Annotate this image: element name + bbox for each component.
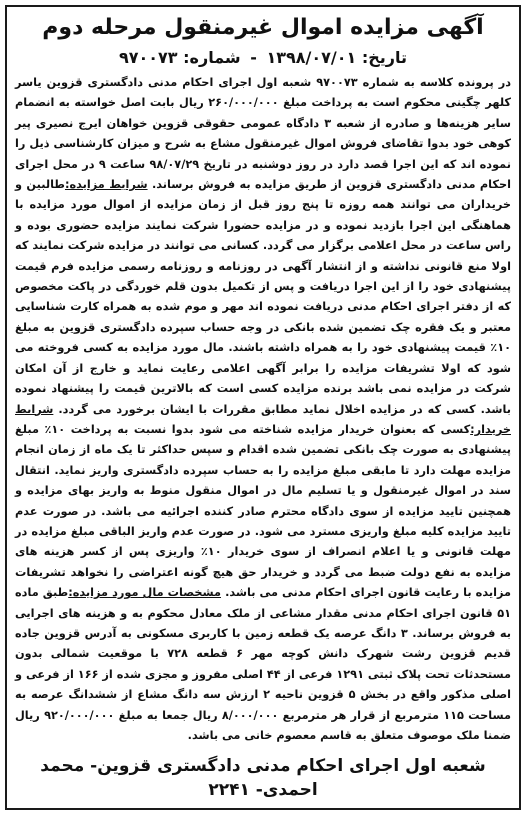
conditions-paragraph: طالبین و خریداران می توانند همه روزه تا پنج روز قبل از زمان مزایده از اموال مورد مزایده با هماهنگی این اجرا بازدید نموده و در مزایده حضورا شرکت نمایند مزایده حضوری بوده و راس ساعت در محل اعلامی برگزار می گردد. کسانی می توانند در مزایده شرکت نمایند که اولا منع قانونی نداشته و از انتشار آگهی در روزنامه و روزنامه رسمی مزایده فرم قیمت پیشنهادی خود را از این اجرا دریافت و پس از تکمیل بدون قلم خوردگی در پاکت مخصوص که از دفتر اجرای احکام مدنی دریافت نموده اند مهر و موم شده به همراه کارت شناسایی معتبر و یک فقره چک تضمین شده بانکی در وجه حساب سپرده دادگستری قزوین به مبلغ ۱۰٪ قیمت پیشنهادی خود را به همراه داشته باشند. مال مورد مزایده به کسی فروخته می شود که اولا تشریفات مزایده را برابر آگهی اعلامی رعایت نماید و خارج از آن امکان شرکت در مزایده نمی باشد برنده مزایده کسی است که بالاترین قیمت را پیشنهاد نموده باشد. کسی که در مزایده اخلال نماید مطابق مقررات با ایشان برخورد می گردد.: [15, 178, 512, 416]
property-paragraph: طبق ماده ۵۱ قانون اجرای احکام مدنی مقدار مشاعی از ملک معادل محکوم به و هزینه های اجرایی به فروش برساند. ۳ دانگ عرصه یک قطعه زمین با کاربری مسکونی به آدرس قزوین جاده قدیم قزوین رشت شهرک دانش کوچه مهر ۶ قطعه ۷۲۸ با موقعیت شمالی بدون مستحدثات تحت پلاک ثبتی ۱۲۹۱ فرعی از ۴۴ اصلی مفروز و مجزی شده از ۱۶۶ از فرعی و اصلی مذکور واقع در بخش ۵ قزوین ناحیه ۲ ارزش سه دانگ مشاع از ششدانگ عرصه به مساحت ۱۱۵ مترمربع از قرار هر مترمربع ۸/۰۰۰/۰۰۰ ریال جمعا به مبلغ ۹۲۰/۰۰۰/۰۰۰ ریال ضمنا ملک موصوف متعلق به قاسم معصوم خانی می باشد.: [15, 586, 511, 742]
conditions-heading: شرایط مزایده:: [64, 178, 148, 192]
buyer-heading: شرایط خریدار:: [15, 402, 511, 436]
number-value: ۹۷۰۰۷۳: [118, 48, 178, 67]
notice-footer: شعبه اول اجرای احکام مدنی دادگستری قزوین- محمد احمدی- ۲۲۴۱: [40, 756, 486, 800]
notice-frame: [5, 5, 521, 810]
number-label: شماره:: [183, 48, 241, 67]
date-label: تاریخ:: [361, 48, 408, 67]
notice-body: [15, 73, 511, 746]
buyer-paragraph: کسی که بعنوان خریدار مزایده شناخته می شود بدوا نسبت به پرداخت ۱۰٪ مبلغ پیشنهادی به صورت چک بانکی تضمین شده اقدام و سپس حداکثر تا یک ماه از زمان انجام مزایده مهلت دارد تا مابقی مبلغ مزایده را به حساب سپرده دادگستری واریز نماید. انتقال سند در اموال غیرمنقول و یا تسلیم مال در اموال منقول منوط به واریز بهای مزایده و همچنین تایید مزایده از سوی دادگاه محترم صادر کننده اجرائیه می باشد. در صورت عدم تایید مزایده کلیه مبلغ واریزی مسترد می شود. در صورت عدم واریز الباقی مبلغ مزایده در مهلت قانونی و یا اعلام انصراف از سوی خریدار ۱۰٪ واریزی پس از کسر هزینه های مزایده به نفع دولت ضبط می گردد و خریدار حق هیچ گونه اعتراضی را نخواهد تشریفات مزایده با رعایت قانون اجرای احکام مدنی می باشد.: [15, 422, 512, 600]
notice-title: آگهی مزایده اموال غیرمنقول مرحله دوم: [42, 15, 484, 40]
date-line: [15, 47, 511, 69]
property-heading: مشخصات مال مورد مزایده:: [68, 586, 221, 600]
date-separator: -: [250, 48, 257, 67]
date-value: ۱۳۹۸/۰۷/۰۱: [266, 48, 357, 67]
intro-paragraph: در پرونده کلاسه به شماره ۹۷۰۰۷۳ شعبه اول اجرای احکام مدنی دادگستری قزوین یاسر کلهر چگینی محکوم است به پرداخت مبلغ ۲۶۰/۰۰۰/۰۰۰ ریال بابت اصل خواسته به انضمام سایر هزینه‌ها و صادره از شعبه ۳ دادگاه عمومی حقوقی قزوین خواهان ایرج نصیری پیر کوهی خود بدوا تقاضای فروش اموال غیرمنقول مشاع به شرح و میزان کارشناسی ذیل را نموده اند که این اجرا قصد دارد در روز دوشنبه در تاریخ ۹۸/۰۷/۲۹ ساعت ۹ در محل اجرای احکام مدنی دادگستری قزوین از طریق مزایده به فروش برساند.: [15, 76, 511, 192]
